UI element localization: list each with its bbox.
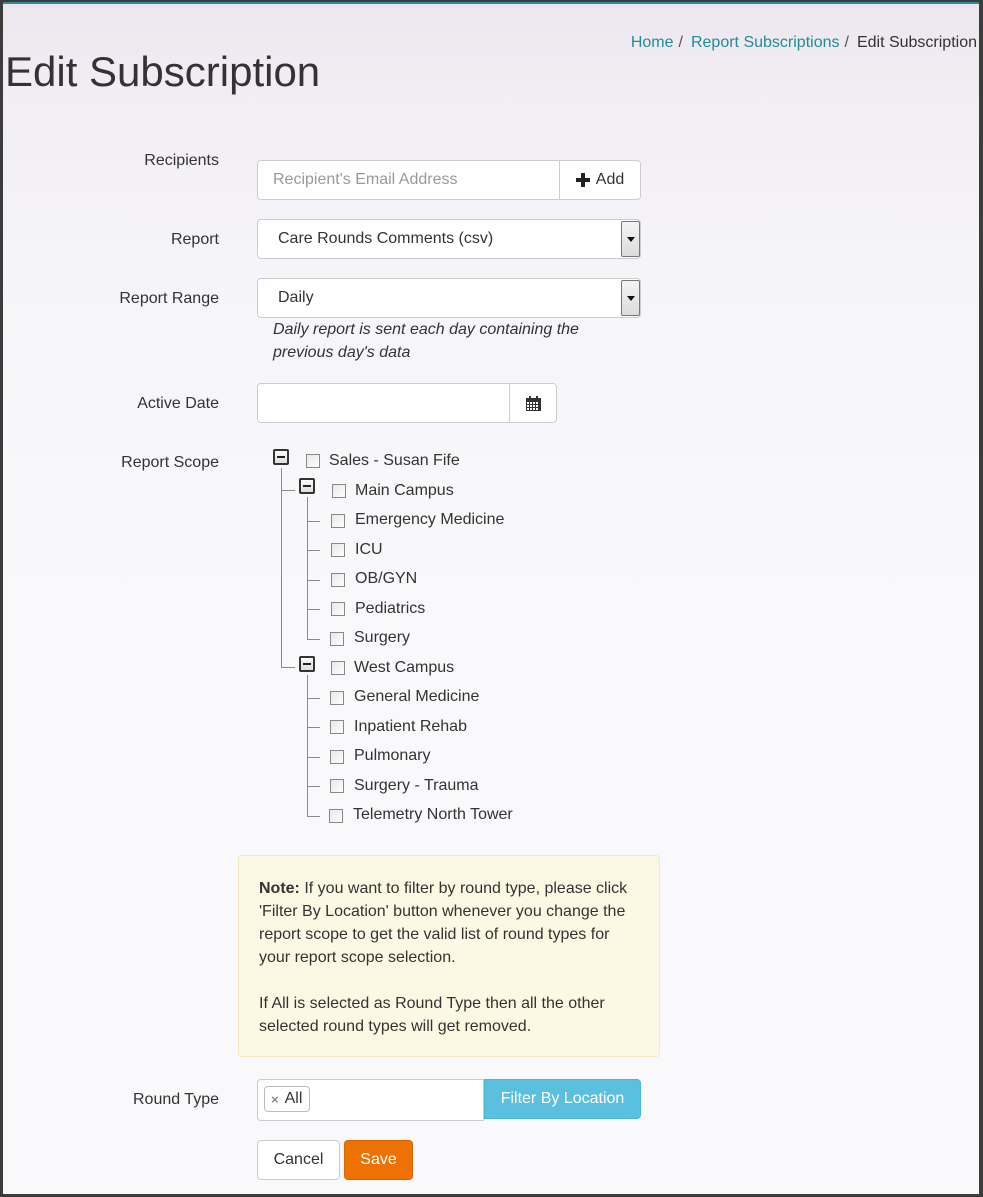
collapse-toggle-icon[interactable] — [273, 449, 289, 465]
checkbox-sales-susan-fife[interactable] — [306, 454, 320, 468]
round-type-input[interactable] — [257, 1079, 484, 1121]
checkbox-emergency-medicine[interactable] — [331, 514, 345, 528]
note-paragraph-1 — [259, 877, 639, 969]
note-text-2: If All is selected as Round Type then all the other selected round types will get removed. — [259, 995, 605, 1035]
recipients-input-group — [257, 160, 641, 200]
tree-node-label: Surgery - Trauma — [354, 777, 479, 794]
tree-node-label: Main Campus — [355, 482, 454, 499]
report-range-label: Report Range — [119, 290, 219, 307]
page-title: Edit Subscription — [5, 48, 321, 95]
checkbox-inpatient-rehab[interactable] — [330, 720, 344, 734]
page-frame — [3, 2, 979, 1194]
report-select[interactable] — [257, 219, 641, 259]
breadcrumb-current: Edit Subscription — [856, 34, 977, 51]
breadcrumb-home[interactable]: Home — [630, 34, 674, 51]
checkbox-ob-gyn[interactable] — [331, 573, 345, 587]
tree-connector — [307, 757, 320, 758]
filter-by-location-button[interactable]: Filter By Location — [484, 1079, 641, 1119]
tree-connector — [307, 550, 320, 551]
breadcrumb-report-subscriptions[interactable]: Report Subscriptions — [690, 34, 840, 51]
breadcrumb-separator: / — [678, 34, 683, 51]
tree-connector — [307, 639, 320, 640]
tree-connector — [307, 580, 320, 581]
active-date-input[interactable] — [258, 384, 509, 422]
report-label: Report — [170, 231, 219, 248]
active-date-input-group — [257, 383, 557, 423]
tree-node-label: Emergency Medicine — [355, 511, 505, 528]
checkbox-surgery-trauma[interactable] — [330, 779, 344, 793]
tree-connector — [307, 609, 320, 610]
checkbox-surgery[interactable] — [330, 632, 344, 646]
calendar-icon — [526, 396, 541, 411]
checkbox-general-medicine[interactable] — [330, 691, 344, 705]
checkbox-pediatrics[interactable] — [331, 602, 345, 616]
tree-connector — [281, 468, 282, 667]
tree-node-label: Sales - Susan Fife — [329, 452, 460, 469]
recipient-email-input[interactable] — [258, 161, 559, 199]
tree-node-label: Pediatrics — [355, 600, 426, 617]
collapse-toggle-icon[interactable] — [299, 478, 315, 494]
report-select-value: Care Rounds Comments (csv) — [278, 230, 494, 247]
tree-node-label: Pulmonary — [354, 747, 431, 764]
tag-label: All — [284, 1090, 303, 1107]
tree-connector — [307, 497, 308, 639]
tree-node-label: West Campus — [354, 659, 455, 676]
round-type-tag-all — [264, 1086, 310, 1112]
report-range-help: Daily report is sent each day containing the previous day's data — [273, 321, 579, 361]
chevron-down-icon[interactable] — [621, 280, 640, 316]
recipients-label: Recipients — [144, 152, 219, 169]
tree-connector — [281, 667, 295, 668]
tree-node-label: Inpatient Rehab — [354, 718, 467, 735]
breadcrumb-separator: / — [844, 34, 849, 51]
chevron-down-icon[interactable] — [621, 221, 640, 257]
report-scope-label: Report Scope — [121, 454, 219, 471]
tree-connector — [307, 727, 320, 728]
note-alert — [238, 855, 660, 1057]
checkbox-main-campus[interactable] — [332, 484, 346, 498]
tree-node-label: Surgery — [354, 629, 411, 646]
note-bold-label: Note: — [259, 880, 300, 897]
tree-connector — [307, 786, 320, 787]
active-date-label: Active Date — [137, 395, 219, 412]
cancel-button[interactable]: Cancel — [257, 1140, 340, 1180]
report-range-select-value: Daily — [278, 289, 314, 306]
tree-connector — [281, 490, 295, 491]
add-button-label: Add — [595, 171, 625, 188]
plus-icon — [576, 173, 590, 187]
report-range-select[interactable] — [257, 278, 641, 318]
calendar-button[interactable] — [509, 384, 556, 422]
checkbox-icu[interactable] — [331, 543, 345, 557]
round-type-label: Round Type — [133, 1091, 219, 1108]
tree-node-label: ICU — [355, 541, 383, 558]
tree-connector — [307, 521, 320, 522]
note-text-1: If you want to filter by round type, please click 'Filter By Location' button whenever you change the report scope to get the valid list of round types for your report scope selection. — [259, 880, 628, 966]
tree-node-label: OB/GYN — [355, 570, 418, 587]
breadcrumb — [631, 34, 977, 52]
collapse-toggle-icon[interactable] — [299, 656, 315, 672]
tree-node-label: Telemetry North Tower — [353, 806, 513, 823]
tree-connector — [307, 816, 320, 817]
tree-connector — [307, 675, 308, 816]
checkbox-telemetry-north-tower[interactable] — [329, 809, 343, 823]
report-scope-tree — [268, 446, 628, 836]
checkbox-west-campus[interactable] — [331, 661, 345, 675]
remove-tag-icon[interactable]: × — [271, 1091, 279, 1107]
save-button[interactable]: Save — [344, 1140, 413, 1180]
checkbox-pulmonary[interactable] — [330, 750, 344, 764]
tree-connector — [307, 698, 320, 699]
add-recipient-button[interactable] — [559, 161, 640, 199]
tree-node-label: General Medicine — [354, 688, 480, 705]
